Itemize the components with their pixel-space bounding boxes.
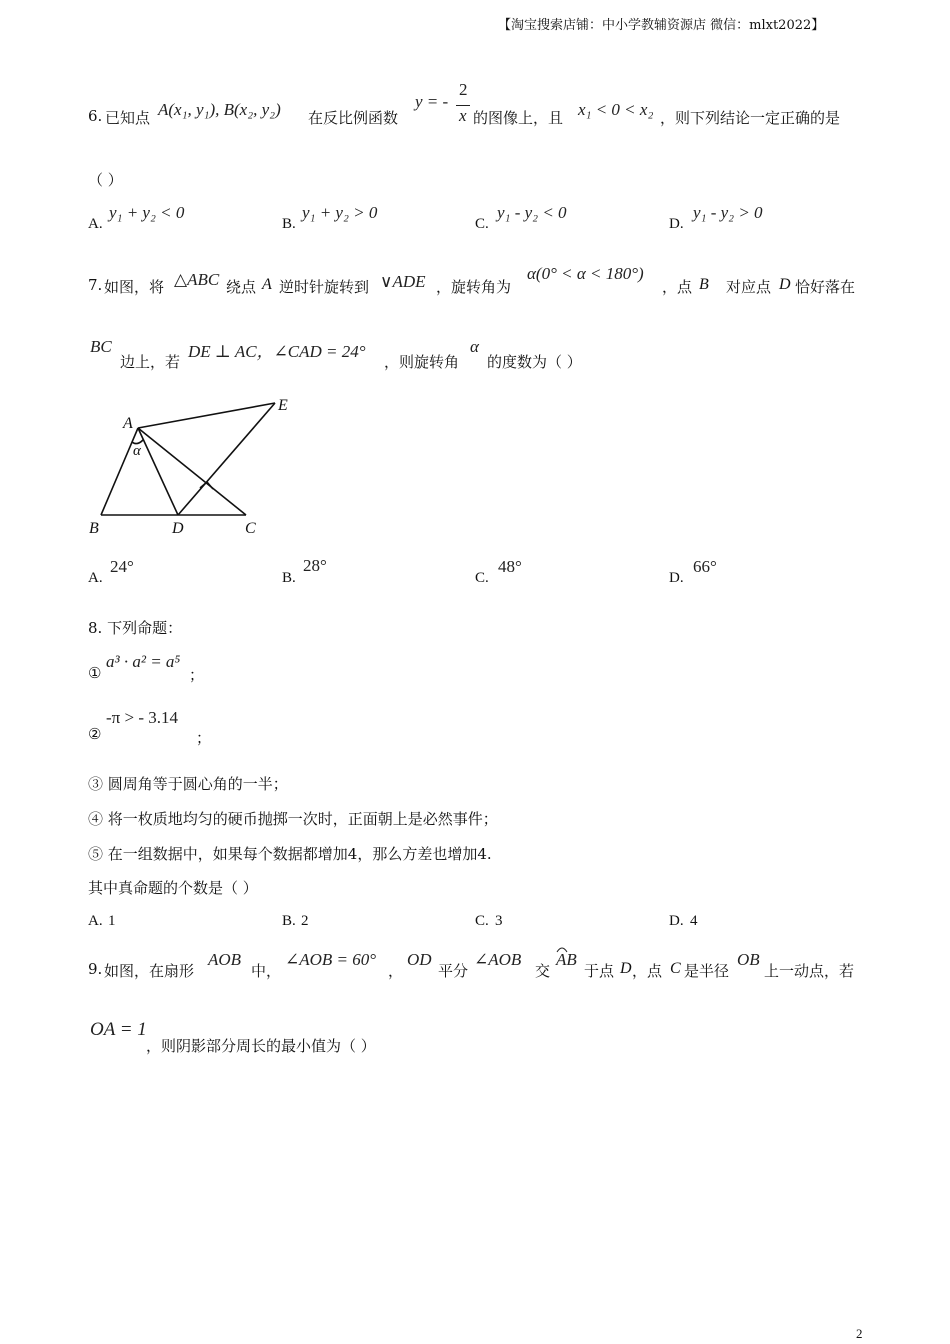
q7-option-a-expr: 24° [110, 557, 134, 576]
q8-item1-expr: a³ · a² = a⁵ [106, 652, 181, 671]
q7-text-10: 的度数为（ ） [487, 353, 582, 371]
label-d: D [172, 520, 184, 537]
q9-text-5: 交 [535, 962, 551, 980]
q8-intro: 8. 下列命题： [88, 619, 183, 637]
q7-text-7: 恰好落在 [795, 278, 856, 296]
segment-ad [138, 428, 178, 515]
q7-option-d-letter: D. [669, 570, 684, 586]
q6-option-d-expr: y₁ - y₂ > 0 [693, 203, 763, 222]
q7-option-c-expr: 48° [498, 557, 522, 576]
q9-number: 9. [88, 960, 103, 978]
q8-item3: ③ 圆周角等于圆心角的一半； [88, 775, 288, 793]
q6-function-denominator: x [459, 106, 467, 125]
q9-text-9: 上一动点，若 [764, 962, 855, 980]
segment-ab [101, 428, 138, 515]
q9-angle-aob: ∠AOB = 60° [285, 950, 377, 969]
label-alpha: α [133, 443, 141, 459]
q9-angle-aob-2: ∠AOB [474, 950, 522, 969]
q9-arc-ab: AB [556, 950, 577, 969]
q7-text-5: ，点 [662, 278, 693, 296]
q8-option-b-value: 2 [301, 913, 309, 929]
q7-option-b-expr: 28° [303, 556, 327, 575]
q7-side-bc: BC [90, 337, 112, 356]
q7-text-2: 绕点 [226, 278, 257, 296]
q8-option-a-value: 1 [108, 913, 116, 929]
q9-sector-aob: AOB [208, 950, 242, 969]
page-header: 【淘宝搜索店铺：中小学教辅资源店 微信：mlxt2022】 [498, 18, 825, 33]
q8-item1-end: ； [189, 666, 205, 684]
label-e: E [278, 397, 288, 414]
q9-text-8: 是半径 [684, 962, 730, 980]
q7-figure [80, 390, 310, 545]
q6-option-c-letter: C. [475, 216, 489, 232]
q8-option-b-letter: B. [282, 913, 296, 929]
q8-option-c-value: 3 [495, 913, 503, 929]
q8-item2-end: ； [196, 729, 212, 747]
q7-condition: DE ⊥ AC，∠CAD = 24° [188, 342, 366, 361]
q7-point-a: A [262, 276, 272, 293]
q8-option-c-letter: C. [475, 913, 489, 929]
q6-option-d-letter: D. [669, 216, 684, 232]
q7-option-c-letter: C. [475, 570, 489, 586]
q6-option-a-expr: y₁ + y₂ < 0 [109, 203, 185, 222]
q6-text-1: 已知点 [105, 109, 151, 127]
q6-condition: x₁ < 0 < x₂ [578, 100, 654, 119]
q6-answer-paren: （ ） [88, 171, 123, 189]
q9-text-1: 如图，在扇形 [104, 962, 195, 980]
q9-text-4: 平分 [438, 962, 469, 980]
q9-oa: OA = 1 [90, 1019, 147, 1040]
q7-triangle-ade: ∨ADE [380, 272, 426, 291]
q6-text-4: ，则下列结论一定正确的是 [660, 109, 841, 127]
q7-text-1: 如图，将 [104, 278, 165, 296]
q9-point-c: C [670, 960, 681, 977]
q8-option-d-value: 4 [690, 913, 698, 929]
q8-option-a-letter: A. [88, 913, 103, 929]
segment-ac [138, 428, 246, 515]
q8-option-d-letter: D. [669, 913, 684, 929]
q7-option-b-letter: B. [282, 570, 296, 586]
q7-alpha: α [470, 337, 479, 356]
q6-points: A(x₁, y₁), B(x₂, y₂) [158, 100, 281, 119]
q7-text-3: 逆时针旋转到 [279, 278, 370, 296]
q7-point-d: D [779, 276, 791, 293]
page-number: 2 [856, 1326, 863, 1341]
q7-text-4: ，旋转角为 [436, 278, 512, 296]
segment-de [178, 403, 275, 515]
q9-text-6: 于点 [584, 962, 615, 980]
q6-text-3: 的图像上，且 [473, 109, 564, 127]
label-c: C [245, 520, 256, 537]
q6-option-b-expr: y₁ + y₂ > 0 [302, 203, 378, 222]
q7-angle-range: α(0° < α < 180°) [527, 264, 644, 283]
q6-option-b-letter: B. [282, 216, 296, 232]
q7-triangle-abc: △ABC [174, 270, 220, 289]
q6-option-a-letter: A. [88, 216, 103, 232]
q7-text-9: ，则旋转角 [384, 353, 460, 371]
label-a: A [123, 415, 133, 432]
q7-option-d-expr: 66° [693, 557, 717, 576]
label-b: B [89, 520, 99, 537]
q8-item5: ⑤ 在一组数据中，如果每个数据都增加4，那么方差也增加4. [88, 845, 492, 863]
q9-text-3: ， [388, 962, 404, 980]
q6-number: 6. [88, 107, 103, 125]
q6-function-numerator: 2 [459, 80, 468, 99]
q8-item4: ④ 将一枚质地均匀的硬币抛掷一次时，正面朝上是必然事件； [88, 810, 498, 828]
q7-text-6: 对应点 [726, 278, 772, 296]
q6-option-c-expr: y₁ - y₂ < 0 [497, 203, 567, 222]
q8-item2-expr: -π > - 3.14 [106, 708, 178, 727]
q9-text-2: 中， [251, 962, 282, 980]
q9-text-10: ，则阴影部分周长的最小值为（ ） [146, 1037, 376, 1055]
q8-question: 其中真命题的个数是（ ） [88, 879, 258, 897]
q9-text-7: ，点 [632, 962, 663, 980]
q6-text-2: 在反比例函数 [308, 109, 399, 127]
q9-point-d: D [620, 960, 632, 977]
q7-option-a-letter: A. [88, 570, 103, 586]
q7-text-8: 边上，若 [120, 353, 181, 371]
q9-od: OD [407, 950, 432, 969]
q6-function-lhs: y = - [415, 92, 449, 111]
q8-item1-mark: ① [88, 664, 102, 682]
q7-point-b: B [699, 276, 709, 293]
q8-item2-mark: ② [88, 725, 102, 743]
q7-number: 7. [88, 276, 103, 294]
segment-ae [138, 403, 275, 428]
q9-ob: OB [737, 950, 760, 969]
